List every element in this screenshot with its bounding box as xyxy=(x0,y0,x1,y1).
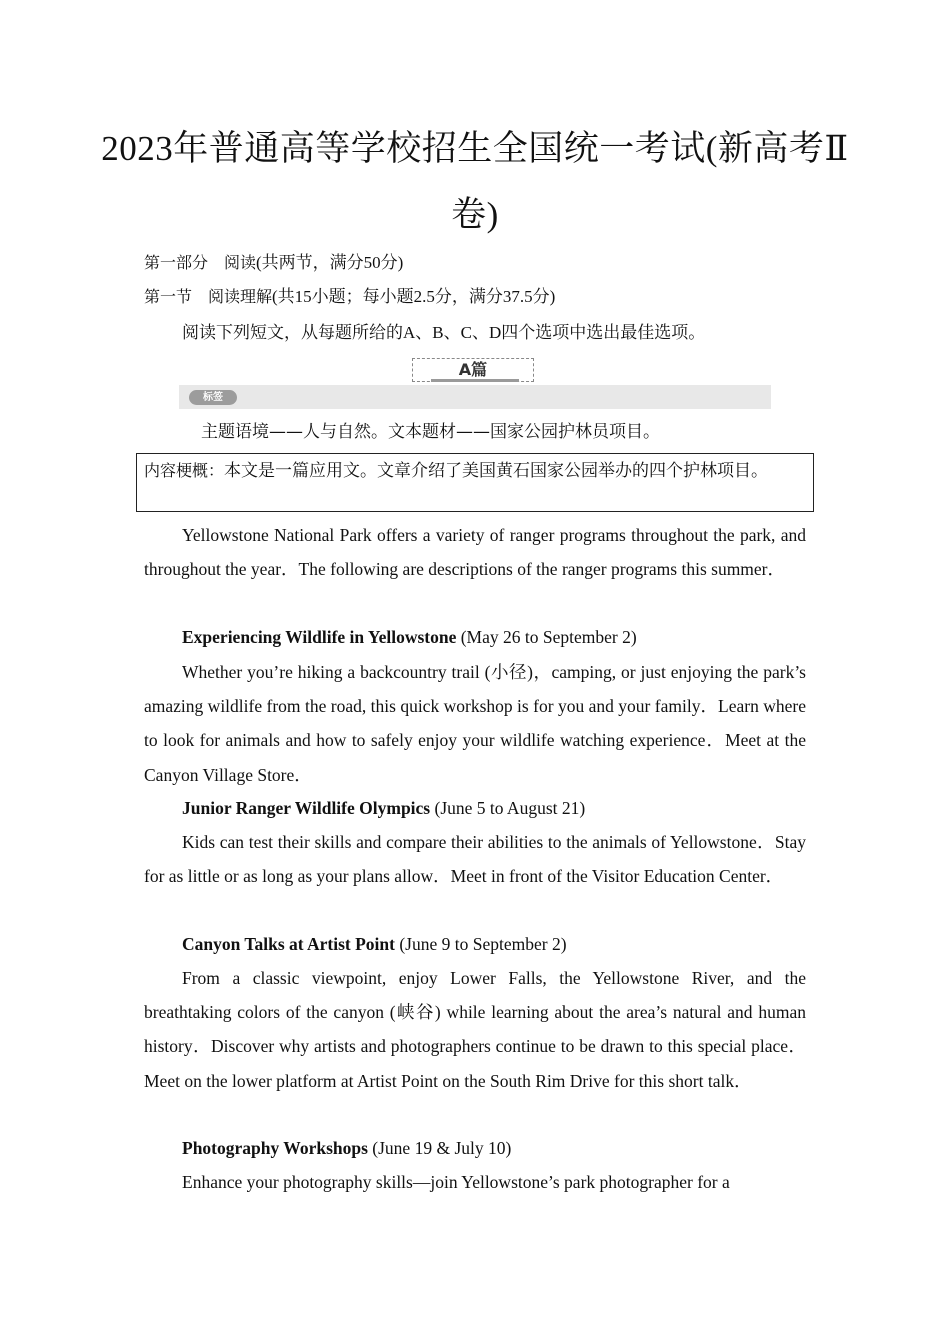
program-name: Canyon Talks at Artist Point xyxy=(182,934,395,954)
part-heading xyxy=(144,253,403,273)
program-dates: (June 9 to September 2) xyxy=(394,934,567,954)
program-heading xyxy=(182,791,585,825)
intro-paragraph: Yellowstone National Park offers a variety of ranger programs throughout the park, and throughout the year．The following are descriptions of the ranger programs this summer． xyxy=(144,525,806,580)
part-detail: (共两节，满分50分) xyxy=(256,253,404,272)
section-heading xyxy=(144,287,555,307)
section-detail: (共15小题；每小题2.5分，满分37.5分) xyxy=(272,287,556,306)
program-heading xyxy=(182,620,637,654)
program-paragraph: Enhance your photography skills—join Yellowstone’s park photographer for a xyxy=(182,1172,730,1192)
section-label: 第一节 阅读理解 xyxy=(144,287,273,306)
program-paragraph: Whether you’re hiking a backcountry trail (小径)，camping, or just enjoying the park’s amazing wildlife from the road, this quick workshop is for you and your family．Learn where to look for animals and how to safely enjoy your wildlife watching experience．Meet at the Canyon Village Store． xyxy=(144,662,806,785)
passage-tag: A篇 xyxy=(412,358,534,382)
program-paragraph: Kids can test their skills and compare their abilities to the animals of Yellowstone．Stay for as little or as long as your plans allow．Meet in front of the Visitor Education Center． xyxy=(144,832,806,887)
program-heading xyxy=(182,1131,511,1165)
program-dates: (June 19 & July 10) xyxy=(367,1138,512,1158)
program-name: Junior Ranger Wildlife Olympics xyxy=(182,798,431,818)
label-pill: 标签 xyxy=(189,390,237,405)
program-heading xyxy=(182,927,567,961)
summary-box xyxy=(136,453,814,512)
program-paragraph: From a classic viewpoint, enjoy Lower Falls, the Yellowstone River, and the breathtaking colors of the canyon (峡谷) while learning about the area’s natural and human history．Discover why artists and photographers continue to be drawn to this special place．Meet on the lower platform at Artist Point on the South Rim Drive for this short talk． xyxy=(144,968,806,1091)
instruction: 阅读下列短文，从每题所给的A、B、C、D四个选项中选出最佳选项。 xyxy=(182,323,706,342)
theme-line: 主题语境——人与自然。文本题材——国家公园护林员项目。 xyxy=(201,422,660,442)
program-name: Experiencing Wildlife in Yellowstone xyxy=(182,627,457,647)
summary-text: 本文是一篇应用文。文章介绍了美国黄石国家公园举办的四个护林项目。 xyxy=(224,461,769,480)
program-dates: (June 5 to August 21) xyxy=(430,798,586,818)
label-bar xyxy=(179,385,771,409)
exam-title: 2023年普通高等学校招生全国统一考试(新高考Ⅱ卷) xyxy=(101,129,849,234)
program-dates: (May 26 to September 2) xyxy=(456,627,637,647)
part-label: 第一部分 阅读 xyxy=(144,253,257,272)
summary-key: 内容梗概： xyxy=(144,461,225,480)
program-name: Photography Workshops xyxy=(182,1138,368,1158)
